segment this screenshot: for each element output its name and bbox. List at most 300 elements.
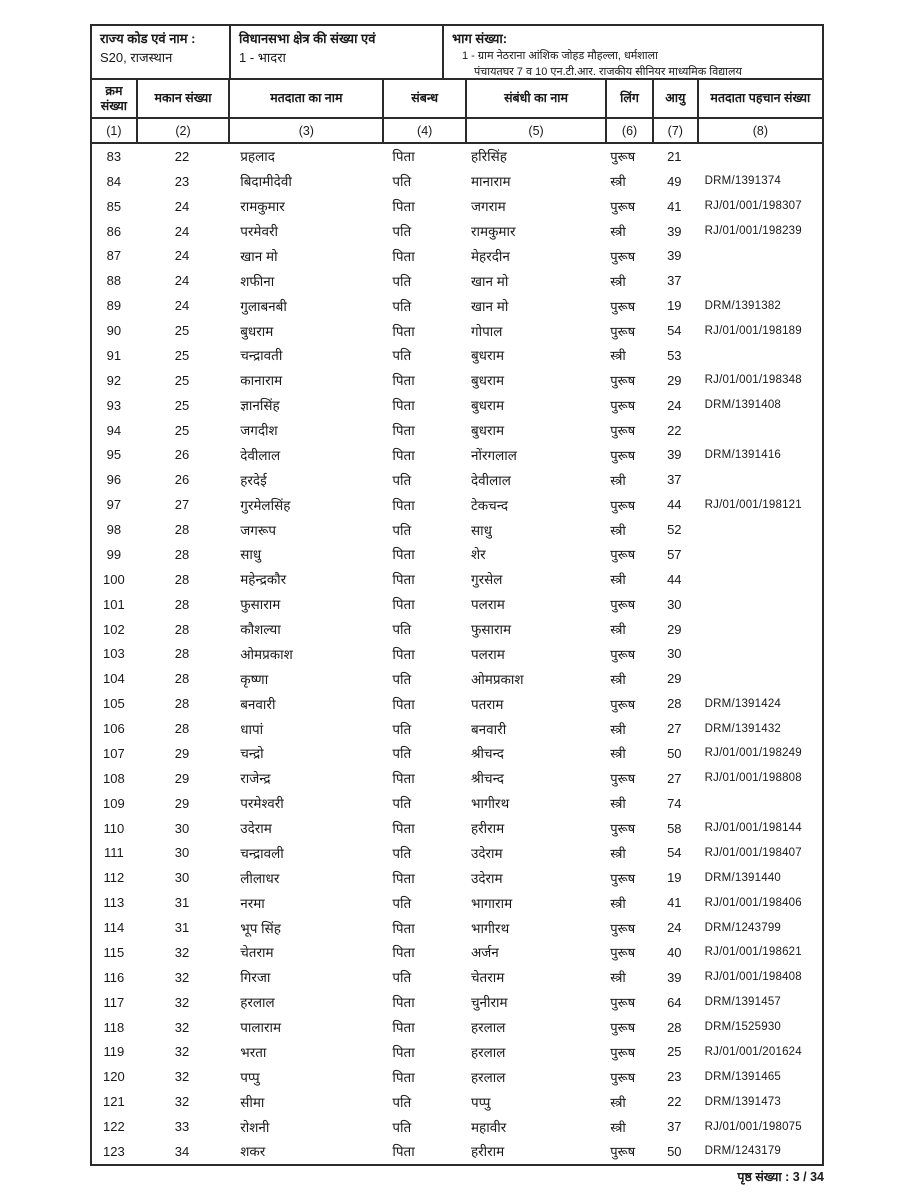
cell-serial-number: 119	[103, 1044, 125, 1060]
cell-gender: पुरूष	[610, 597, 636, 613]
col-header-age: आयु	[652, 80, 697, 117]
cell-relation: पति	[392, 671, 412, 687]
cell-voter-name: चन्द्रावती	[240, 348, 283, 364]
cell-relation: पति	[392, 1119, 412, 1135]
cell-relation: पिता	[392, 323, 415, 339]
cell-relative-name: फुसाराम	[470, 622, 512, 638]
cell-serial-number: 91	[106, 347, 122, 363]
cell-house-number: 27	[174, 497, 190, 513]
cell-house-number: 25	[174, 372, 190, 388]
cell-gender: पुरूष	[610, 547, 636, 563]
col-number: (2)	[136, 119, 229, 142]
cell-gender: पुरूष	[610, 497, 636, 513]
cell-serial-number: 105	[103, 696, 125, 712]
cell-gender: स्त्री	[610, 796, 626, 812]
cell-voter-name: बनवारी	[240, 696, 276, 712]
cell-house-number: 28	[174, 522, 190, 538]
cell-voter-id: DRM/1391432	[704, 722, 782, 735]
table-row	[92, 1064, 822, 1089]
cell-relative-name: खान मो	[470, 298, 509, 314]
table-row	[92, 691, 822, 716]
table-row	[92, 219, 822, 244]
table-row	[92, 418, 822, 443]
cell-voter-id: RJ/01/001/198075	[704, 1120, 802, 1133]
cell-relation: पिता	[392, 696, 415, 712]
cell-relative-name: पतराम	[470, 696, 504, 712]
cell-voter-name: कौशल्या	[240, 622, 281, 638]
cell-gender: पुरूष	[610, 1020, 636, 1036]
cell-house-number: 32	[174, 969, 190, 985]
col-header-voter-id: मतदाता पहचान संख्या	[697, 80, 822, 117]
cell-relative-name: श्रीचन्द	[470, 746, 504, 762]
cell-voter-name: चेतराम	[240, 945, 274, 961]
cell-house-number: 25	[174, 323, 190, 339]
cell-house-number: 24	[174, 223, 190, 239]
cell-house-number: 32	[174, 944, 190, 960]
cell-age: 50	[667, 1143, 682, 1159]
cell-house-number: 28	[174, 571, 190, 587]
cell-house-number: 24	[174, 273, 190, 289]
part-location-line1: 1 - ग्राम नेठराना आंशिक जोहड मौहल्ला, धर्मशाला	[462, 49, 658, 62]
cell-relative-name: अर्जन	[470, 945, 499, 961]
cell-voter-name: चन्द्रो	[240, 746, 264, 762]
cell-voter-id: RJ/01/001/198239	[704, 225, 802, 238]
cell-relation: पिता	[392, 547, 415, 563]
cell-relation: पिता	[392, 1069, 415, 1085]
cell-relative-name: हरलाल	[470, 1069, 506, 1085]
cell-house-number: 28	[174, 696, 190, 712]
table-row	[92, 965, 822, 990]
table-row	[92, 915, 822, 940]
cell-house-number: 31	[174, 895, 190, 911]
cell-serial-number: 94	[106, 422, 122, 438]
table-row	[92, 741, 822, 766]
table-row	[92, 890, 822, 915]
col-number: (7)	[652, 119, 697, 142]
cell-serial-number: 99	[106, 546, 122, 562]
cell-relation: पिता	[392, 447, 415, 463]
cell-serial-number: 113	[103, 895, 125, 911]
cell-voter-name: बुधराम	[240, 323, 274, 339]
cell-age: 44	[667, 497, 682, 513]
cell-gender: पुरूष	[610, 447, 636, 463]
cell-house-number: 22	[174, 148, 190, 164]
cell-house-number: 23	[174, 173, 190, 189]
table-row	[92, 443, 822, 468]
table-row	[92, 368, 822, 393]
cell-voter-name: उदेराम	[240, 821, 272, 837]
table-row	[92, 1040, 822, 1065]
cell-voter-id: RJ/01/001/198408	[704, 971, 802, 984]
state-code-cell	[92, 26, 229, 78]
cell-voter-name: राजेन्द्र	[240, 771, 271, 787]
cell-relative-name: बुधराम	[470, 398, 505, 414]
cell-house-number: 28	[174, 671, 190, 687]
table-row	[92, 642, 822, 667]
table-row	[92, 617, 822, 642]
cell-relation: पिता	[392, 870, 415, 886]
cell-voter-name: महेन्द्रकौर	[240, 572, 287, 588]
cell-serial-number: 118	[103, 1019, 125, 1035]
cell-gender: पुरूष	[610, 1044, 636, 1060]
col-header-gender: लिंग	[605, 80, 652, 117]
table-row	[92, 467, 822, 492]
cell-relation: पिता	[392, 373, 415, 389]
cell-relation: पिता	[392, 597, 415, 613]
cell-gender: स्त्री	[610, 845, 626, 861]
cell-voter-name: हरलाल	[240, 995, 275, 1011]
cell-house-number: 25	[174, 397, 190, 413]
cell-relation: पति	[392, 796, 412, 812]
cell-age: 22	[667, 422, 682, 438]
cell-relative-name: जगराम	[470, 199, 506, 215]
cell-relation: पिता	[392, 771, 415, 787]
cell-voter-id: RJ/01/001/198121	[704, 498, 802, 511]
cell-house-number: 25	[174, 422, 190, 438]
cell-voter-id: RJ/01/001/198621	[704, 946, 802, 959]
cell-relative-name: हरीराम	[470, 1144, 505, 1160]
cell-relation: पिता	[392, 995, 415, 1011]
table-row	[92, 666, 822, 691]
cell-relative-name: श्रीचन्द	[470, 771, 504, 787]
column-number-row	[92, 119, 822, 144]
cell-house-number: 28	[174, 546, 190, 562]
cell-gender: पुरूष	[610, 646, 636, 662]
cell-age: 27	[667, 770, 682, 786]
cell-relative-name: चुनीराम	[470, 995, 508, 1011]
cell-voter-name: साधु	[240, 547, 262, 563]
table-row	[92, 940, 822, 965]
cell-age: 39	[667, 223, 682, 239]
cell-relative-name: रामकुमार	[470, 224, 516, 240]
col-number: (3)	[228, 119, 382, 142]
cell-house-number: 24	[174, 198, 190, 214]
cell-relation: पति	[392, 298, 412, 314]
table-row	[92, 393, 822, 418]
constituency-cell	[229, 26, 442, 78]
cell-voter-name: गुरमेलसिंह	[240, 497, 291, 513]
cell-relation: पति	[392, 622, 412, 638]
table-row	[92, 169, 822, 194]
table-row	[92, 244, 822, 269]
cell-relative-name: बुधराम	[470, 373, 505, 389]
table-row	[92, 990, 822, 1015]
cell-voter-id: RJ/01/001/198348	[704, 374, 802, 387]
cell-gender: पुरूष	[610, 248, 636, 264]
cell-serial-number: 90	[106, 323, 122, 339]
col-header-relation: संबन्ध	[382, 80, 465, 117]
cell-relation: पिता	[392, 821, 415, 837]
cell-gender: स्त्री	[610, 970, 626, 986]
cell-voter-id: DRM/1391374	[704, 175, 782, 188]
cell-house-number: 32	[174, 994, 190, 1010]
table-body	[92, 144, 822, 1164]
cell-house-number: 28	[174, 721, 190, 737]
cell-house-number: 28	[174, 646, 190, 662]
cell-age: 25	[667, 1044, 682, 1060]
cell-voter-id: DRM/1243799	[704, 921, 782, 934]
cell-relative-name: चेतराम	[470, 970, 505, 986]
cell-voter-name: गिरजा	[240, 970, 271, 986]
cell-gender: स्त्री	[610, 746, 626, 762]
cell-relative-name: उदेराम	[470, 870, 503, 886]
cell-relative-name: भागीरथ	[470, 796, 510, 812]
cell-house-number: 26	[174, 472, 190, 488]
cell-age: 39	[667, 447, 682, 463]
cell-relation: पिता	[392, 1144, 415, 1160]
cell-voter-id: DRM/1391408	[704, 399, 782, 412]
cell-house-number: 29	[174, 795, 190, 811]
cell-voter-id: DRM/1391465	[704, 1070, 782, 1083]
state-code-label: राज्य कोड एवं नाम :	[100, 31, 196, 46]
cell-serial-number: 95	[106, 447, 122, 463]
cell-house-number: 30	[174, 845, 190, 861]
cell-age: 21	[667, 148, 682, 164]
cell-age: 41	[667, 198, 682, 214]
cell-voter-name: ज्ञानसिंह	[240, 398, 280, 414]
cell-relative-name: हरलाल	[470, 1044, 506, 1060]
table-row	[92, 1114, 822, 1139]
state-code-value: S20, राजस्थान	[100, 49, 173, 65]
constituency-label: विधानसभा क्षेत्र की संख्या एवं	[239, 31, 376, 46]
cell-relation: पति	[392, 174, 412, 190]
cell-relation: पिता	[392, 149, 415, 165]
cell-relative-name: शेर	[470, 547, 486, 563]
cell-relation: पति	[392, 895, 412, 911]
cell-relative-name: टेकचन्द	[470, 497, 509, 513]
cell-serial-number: 104	[103, 671, 125, 687]
table-row	[92, 766, 822, 791]
cell-relative-name: नोंरगलाल	[470, 447, 517, 463]
cell-relation: पिता	[392, 572, 415, 588]
cell-serial-number: 121	[103, 1094, 125, 1110]
cell-voter-id: RJ/01/001/201624	[704, 1045, 802, 1058]
cell-house-number: 24	[174, 298, 190, 314]
cell-relative-name: हरिसिंह	[470, 149, 507, 165]
cell-relation: पति	[392, 845, 412, 861]
cell-voter-name: लीलाधर	[240, 870, 280, 886]
part-location-line2: पंचायतघर 7 व 10 एन.टी.आर. राजकीय सीनियर माध्यमिक विद्यालय	[474, 65, 742, 78]
table-row	[92, 1139, 822, 1164]
cell-age: 30	[667, 596, 682, 612]
cell-relation: पिता	[392, 497, 415, 513]
cell-relative-name: पप्पु	[470, 1094, 491, 1110]
cell-gender: स्त्री	[610, 224, 626, 240]
part-number-label: भाग संख्या:	[452, 31, 508, 46]
cell-relation: पति	[392, 273, 412, 289]
cell-voter-id: DRM/1243179	[704, 1145, 782, 1158]
cell-serial-number: 109	[103, 795, 125, 811]
cell-relative-name: हरलाल	[470, 1020, 506, 1036]
cell-house-number: 30	[174, 870, 190, 886]
cell-relation: पति	[392, 522, 412, 538]
cell-serial-number: 83	[106, 148, 122, 164]
cell-serial-number: 96	[106, 472, 122, 488]
cell-age: 74	[667, 795, 682, 811]
cell-relation: पति	[392, 348, 412, 364]
table-row	[92, 542, 822, 567]
cell-relative-name: महावीर	[470, 1119, 507, 1135]
table-row	[92, 841, 822, 866]
cell-voter-name: खान मो	[240, 248, 278, 264]
cell-house-number: 31	[174, 920, 190, 936]
cell-voter-name: नरमा	[240, 895, 265, 911]
cell-gender: पुरूष	[610, 945, 636, 961]
table-row	[92, 293, 822, 318]
cell-voter-id: RJ/01/001/198407	[704, 846, 802, 859]
cell-relative-name: उदेराम	[470, 845, 503, 861]
cell-age: 50	[667, 745, 682, 761]
cell-serial-number: 122	[103, 1119, 125, 1135]
cell-serial-number: 101	[103, 596, 125, 612]
cell-house-number: 32	[174, 1069, 190, 1085]
cell-relative-name: बुधराम	[470, 348, 505, 364]
table-row	[92, 318, 822, 343]
cell-age: 52	[667, 522, 682, 538]
cell-house-number: 28	[174, 596, 190, 612]
cell-age: 29	[667, 671, 682, 687]
cell-serial-number: 92	[106, 372, 122, 388]
cell-relation: पति	[392, 721, 412, 737]
column-header-row	[92, 80, 822, 119]
cell-voter-id: RJ/01/001/198189	[704, 324, 802, 337]
cell-gender: पुरूष	[610, 870, 636, 886]
cell-house-number: 25	[174, 347, 190, 363]
cell-age: 29	[667, 372, 682, 388]
col-number: (8)	[697, 119, 822, 142]
cell-relative-name: गुरसेल	[470, 572, 503, 588]
cell-voter-id: RJ/01/001/198307	[704, 200, 802, 213]
cell-relation: पिता	[392, 646, 415, 662]
cell-voter-name: पप्पु	[240, 1069, 260, 1085]
cell-age: 64	[667, 994, 682, 1010]
cell-age: 54	[667, 323, 682, 339]
cell-voter-name: गुलाबनबी	[240, 298, 287, 314]
electoral-roll-table	[90, 24, 824, 1166]
cell-relative-name: हरीराम	[470, 821, 505, 837]
cell-age: 28	[667, 696, 682, 712]
cell-voter-name: ओमप्रकाश	[240, 646, 293, 662]
cell-gender: पुरूष	[610, 398, 636, 414]
cell-house-number: 32	[174, 1019, 190, 1035]
cell-relation: पिता	[392, 1020, 415, 1036]
cell-relation: पिता	[392, 199, 415, 215]
col-number: (1)	[106, 123, 122, 138]
cell-relative-name: साधु	[470, 522, 492, 538]
cell-age: 39	[667, 248, 682, 264]
table-row	[92, 268, 822, 293]
cell-age: 19	[667, 870, 682, 886]
cell-gender: पुरूष	[610, 771, 636, 787]
cell-relation: पिता	[392, 1044, 415, 1060]
cell-voter-name: फुसाराम	[240, 597, 281, 613]
col-header-serial: क्रम संख्या	[100, 83, 128, 113]
cell-house-number: 32	[174, 1094, 190, 1110]
cell-serial-number: 116	[103, 969, 125, 985]
cell-relation: पति	[392, 224, 412, 240]
constituency-value: 1 - भादरा	[239, 49, 286, 65]
cell-gender: स्त्री	[610, 622, 626, 638]
cell-relation: पिता	[392, 920, 415, 936]
cell-age: 58	[667, 820, 682, 836]
cell-relative-name: बनवारी	[470, 721, 507, 737]
cell-voter-name: सीमा	[240, 1094, 265, 1110]
cell-age: 30	[667, 646, 682, 662]
cell-voter-id: RJ/01/001/198808	[704, 772, 802, 785]
cell-relation: पति	[392, 970, 412, 986]
table-row	[92, 716, 822, 741]
cell-age: 24	[667, 397, 682, 413]
cell-voter-name: पालाराम	[240, 1020, 282, 1036]
cell-relative-name: बुधराम	[470, 423, 505, 439]
document-header	[92, 26, 822, 80]
cell-voter-name: रोशनी	[240, 1119, 270, 1135]
table-row	[92, 816, 822, 841]
cell-age: 23	[667, 1069, 682, 1085]
cell-gender: पुरूष	[610, 199, 636, 215]
cell-relative-name: खान मो	[470, 273, 509, 289]
cell-age: 39	[667, 969, 682, 985]
cell-relative-name: भागाराम	[470, 895, 513, 911]
cell-voter-name: शकर	[240, 1144, 266, 1160]
cell-serial-number: 89	[106, 298, 122, 314]
cell-gender: स्त्री	[610, 472, 626, 488]
cell-gender: स्त्री	[610, 273, 626, 289]
cell-relative-name: गोपाल	[470, 323, 503, 339]
cell-voter-name: बिदामीदेवी	[240, 174, 292, 190]
cell-gender: पुरूष	[610, 323, 636, 339]
cell-voter-id: DRM/1525930	[704, 1021, 782, 1034]
cell-relative-name: मेहरदीन	[470, 248, 510, 264]
cell-serial-number: 123	[103, 1143, 125, 1159]
cell-voter-name: जगरूप	[240, 522, 276, 538]
cell-house-number: 29	[174, 770, 190, 786]
cell-house-number: 28	[174, 621, 190, 637]
cell-age: 53	[667, 347, 682, 363]
table-row	[92, 1089, 822, 1114]
col-header-voter-name: मतदाता का नाम	[228, 80, 382, 117]
cell-serial-number: 102	[103, 621, 125, 637]
col-number: (4)	[382, 119, 465, 142]
cell-age: 28	[667, 1019, 682, 1035]
cell-serial-number: 98	[106, 522, 122, 538]
cell-voter-id: DRM/1391457	[704, 996, 782, 1009]
cell-gender: पुरूष	[610, 1144, 636, 1160]
cell-gender: स्त्री	[610, 174, 626, 190]
cell-age: 41	[667, 895, 682, 911]
cell-voter-id: DRM/1391440	[704, 871, 782, 884]
cell-gender: स्त्री	[610, 348, 626, 364]
table-row	[92, 592, 822, 617]
cell-gender: पुरूष	[610, 298, 636, 314]
cell-gender: पुरूष	[610, 149, 636, 165]
cell-age: 40	[667, 944, 682, 960]
cell-serial-number: 111	[103, 845, 124, 861]
table-row	[92, 517, 822, 542]
cell-age: 27	[667, 721, 682, 737]
cell-gender: पुरूष	[610, 423, 636, 439]
cell-gender: स्त्री	[610, 721, 626, 737]
cell-voter-name: देवीलाल	[240, 447, 281, 463]
cell-voter-name: हरदेई	[240, 472, 267, 488]
cell-serial-number: 115	[103, 944, 125, 960]
cell-voter-id: DRM/1391424	[704, 697, 782, 710]
cell-relation: पति	[392, 472, 412, 488]
cell-relation: पिता	[392, 398, 415, 414]
cell-gender: स्त्री	[610, 1119, 626, 1135]
cell-relation: पिता	[392, 248, 415, 264]
cell-house-number: 32	[174, 1044, 190, 1060]
